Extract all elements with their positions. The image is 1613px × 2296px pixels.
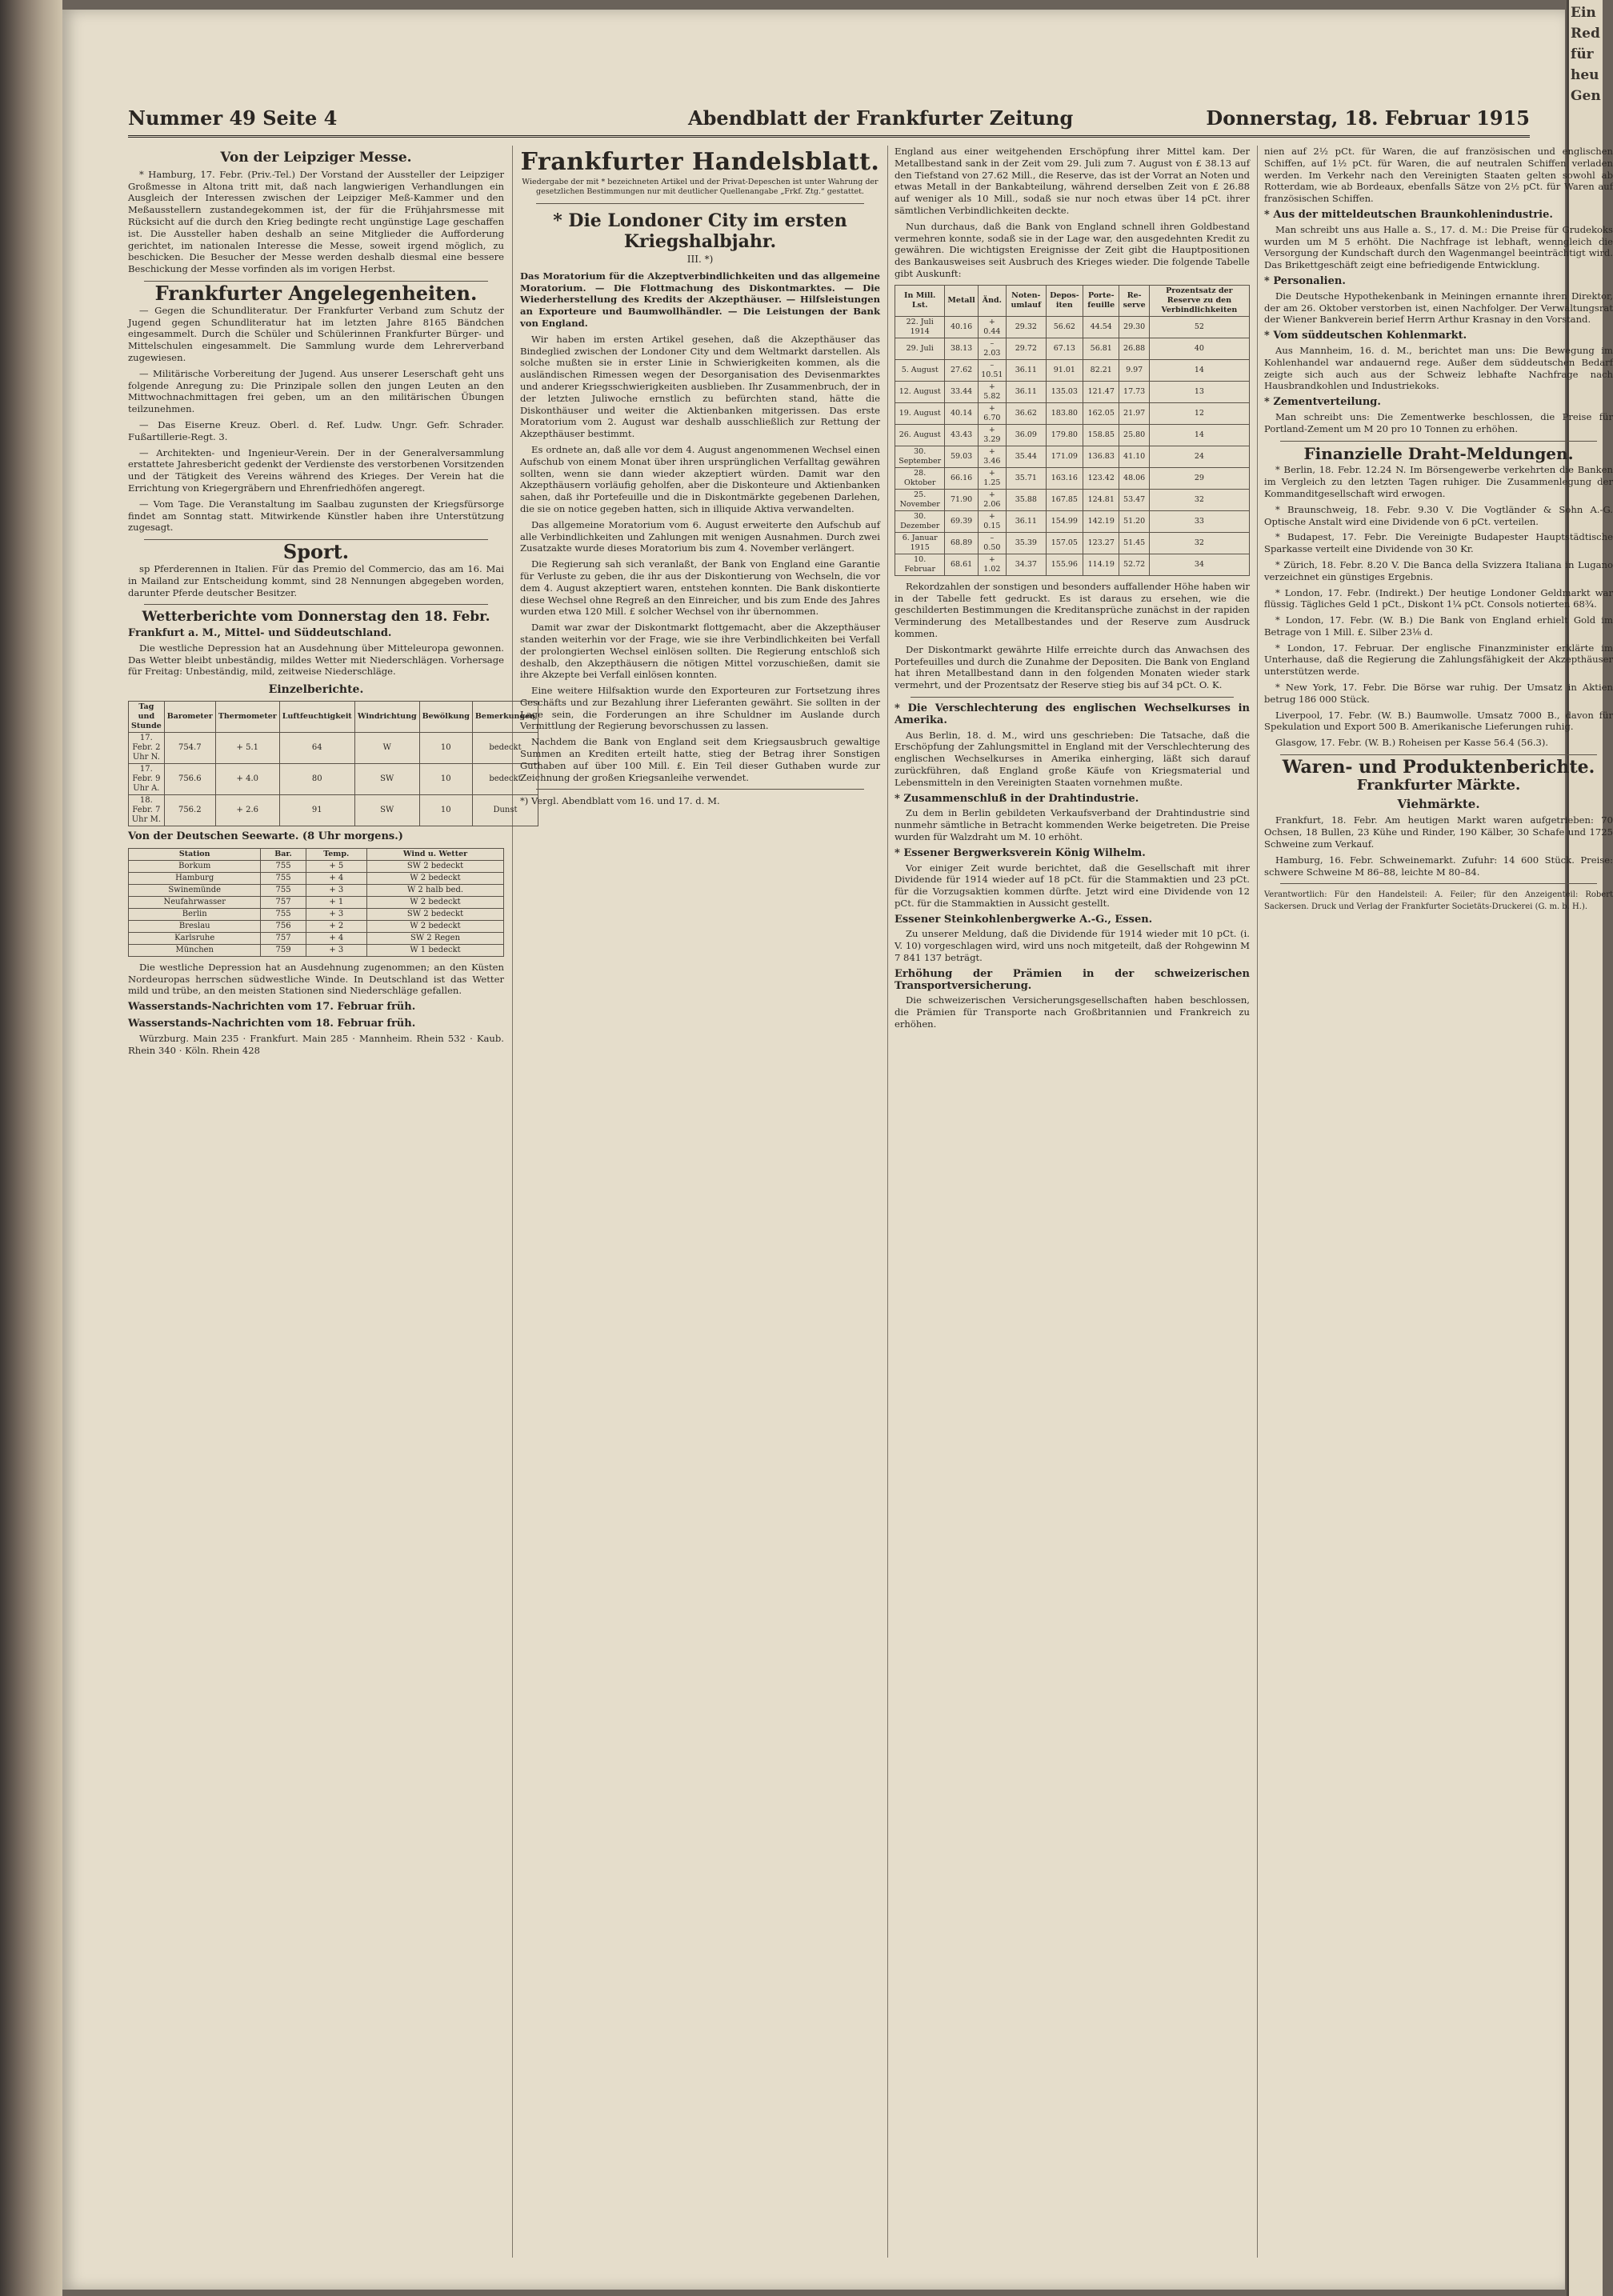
market-report: Hamburg, 16. Febr. Schweinemarkt. Zufuhr: 14 600 Stück. Preise: schwere Schweine M 86–88, leichte M 80–84. bbox=[1264, 854, 1613, 878]
table-cell: 52.72 bbox=[1119, 554, 1149, 575]
frankfurt-heading: Frankfurter Angelegenheiten. bbox=[154, 281, 478, 305]
table-cell: 17.73 bbox=[1119, 381, 1149, 402]
article-paragraph: Das allgemeine Moratorium vom 6. August erweiterte den Aufschub auf alle Verbindlichkeiten und Zahlungen mit wenigen Ausnahmen. Durch zwei Zusatzakte wurde dieses Moratorium bis zum 4. November verlängert. bbox=[520, 518, 880, 554]
table-cell: 28. Oktober bbox=[895, 467, 945, 489]
table-cell: 32 bbox=[1149, 532, 1249, 554]
article-paragraph: Rekordzahlen der sonstigen und besonders auffallender Höhe haben wir in der Tabelle fett gedruckt. Es ist daraus zu ersehen, wie die geschilderten Bestimmungen die Kreditansprüche zunächst in der rapiden Verminderung des Metallbestandes und der Reserve zum Ausdruck kommen. bbox=[895, 580, 1250, 639]
news-item-heading: * Vom süddeutschen Kohlenmarkt. bbox=[1264, 330, 1467, 342]
article-paragraph: Die westliche Depression hat an Ausdehnung über Mitteleuropa gewonnen. Das Wetter bleibt unbeständig, mildes Wetter mit Niederschlägen. Vorhersage für Freitag: Unbeständig, mild, zeitweise Niederschläge. bbox=[128, 642, 504, 678]
table-cell: 10 bbox=[419, 795, 472, 826]
table-cell: 53.47 bbox=[1119, 489, 1149, 510]
column-3 bbox=[895, 146, 1250, 2258]
table-header: Re-serve bbox=[1119, 285, 1149, 316]
table-cell: 32 bbox=[1149, 489, 1249, 510]
table-cell: 36.11 bbox=[1006, 510, 1046, 532]
table-cell: 17. Febr. 2 Uhr N. bbox=[129, 733, 165, 764]
table-cell: 41.10 bbox=[1119, 446, 1149, 467]
table-cell: 56.62 bbox=[1046, 316, 1083, 338]
wasser-heading-2: Wasserstands-Nachrichten vom 18. Februar früh. bbox=[128, 1018, 416, 1030]
table-cell: 29.72 bbox=[1006, 338, 1046, 359]
table-cell: 68.61 bbox=[945, 554, 978, 575]
table-row bbox=[895, 554, 1250, 575]
article-paragraph: * Hamburg, 17. Febr. (Priv.-Tel.) Der Vorstand der Aussteller der Leipziger Großmesse in Altona tritt mit, daß nach langwierigen Verhandlungen ein Ausgleich der Interessen zwischen der Leipziger Meß-Kammer und den Meßausstellern zustandegekommen ist, der für die Frühjahrsmesse mit Rücksicht auf die durch den Krieg bedingte recht ungünstige Lage geschaffen ist. Die Aussteller haben deshalb an seine Mitglieder die Aufforderung gerichtet, im nationalen Interesse die Messe, soweit irgend möglich, zu beschicken. Die Besucher der Messe werden deshalb diesmal eine bessere Beschickung der Messe vorfinden als im vorigen Herbst. bbox=[128, 168, 504, 275]
article-paragraph: Die westliche Depression hat an Ausdehnung zugenommen; an den Küsten Nordeuropas herrschen südwestliche Winde. In Deutschland ist das Wetter mild und trübe, an den meisten Stationen sind Niederschläge gefallen. bbox=[128, 961, 504, 997]
table-cell: SW 2 bedeckt bbox=[367, 908, 504, 920]
table-row bbox=[895, 402, 1250, 424]
table-cell: SW bbox=[354, 795, 419, 826]
table-cell: 35.44 bbox=[1006, 446, 1046, 467]
table-cell: 154.99 bbox=[1046, 510, 1083, 532]
table-header: Bemerkungen bbox=[472, 702, 538, 733]
table-cell: 756.2 bbox=[164, 795, 215, 826]
table-cell: 26. August bbox=[895, 424, 945, 446]
table-header: Metall bbox=[945, 285, 978, 316]
footnote: *) Vergl. Abendblatt vom 16. und 17. d. M. bbox=[520, 795, 720, 807]
table-header: In Mill. Lst. bbox=[895, 285, 945, 316]
table-row bbox=[129, 932, 504, 944]
table-row bbox=[129, 944, 504, 956]
table-cell: 19. August bbox=[895, 402, 945, 424]
article-paragraph: — Militärische Vorbereitung der Jugend. Aus unserer Leserschaft geht uns folgende Anregung zu: Die Prinzipale sollen den jungen Leuten an den Mittwochnachmittagen frei geben, um an den militärischen Übungen teilzunehmen. bbox=[128, 367, 504, 415]
table-cell: 157.05 bbox=[1046, 532, 1083, 554]
table-row bbox=[129, 920, 504, 932]
weather-subheading: Frankfurt a. M., Mittel- und Süddeutschland. bbox=[128, 627, 392, 640]
table-cell: 12. August bbox=[895, 381, 945, 402]
handelsblatt-banner: Frankfurter Handelsblatt. bbox=[520, 148, 880, 176]
table-cell: 163.16 bbox=[1046, 467, 1083, 489]
wire-report: * London, 17. Febr. (W. B.) Die Bank von England erhielt Gold im Betrage von 1 Mill. £. Silber 23⅛ d. bbox=[1264, 614, 1613, 638]
table-row bbox=[895, 489, 1250, 510]
table-cell: 22. Juli 1914 bbox=[895, 316, 945, 338]
table-row bbox=[129, 884, 504, 896]
article-paragraph: Man schreibt uns: Die Zementwerke beschlossen, die Preise für Portland-Zement um M 20 pro 10 Tonnen zu erhöhen. bbox=[1264, 410, 1613, 434]
article-paragraph: — Vom Tage. Die Veranstaltung im Saalbau zugunsten der Kriegsfürsorge findet am Sonntag statt. Mitwirkende Künstler haben ihre Unterstützung zugesagt. bbox=[128, 498, 504, 534]
table-cell: + 3 bbox=[306, 884, 366, 896]
einzel-heading: Einzelberichte. bbox=[268, 683, 364, 697]
table-cell: 29. Juli bbox=[895, 338, 945, 359]
table-cell: 155.96 bbox=[1046, 554, 1083, 575]
table-header: Prozentsatz der Reserve zu den Verbindlichkeiten bbox=[1149, 285, 1249, 316]
table-cell: 10 bbox=[419, 764, 472, 795]
article-paragraph: Der Diskontmarkt gewährte Hilfe erreichte durch das Anwachsen des Portefeuilles und durch die Zunahme der Depositen. Die Bank von England hat ihren Metallbestand dann in den folgenden Monaten wieder stark vermehrt, und der Prozentsatz der Reserve stieg bis auf 34 pCt. O. K. bbox=[895, 643, 1250, 691]
table-cell: + 2.6 bbox=[215, 795, 279, 826]
wire-report: * New York, 17. Febr. Die Börse war ruhig. Der Umsatz in Aktien betrug 186 000 Stück. bbox=[1264, 682, 1613, 705]
table-cell: + 5 bbox=[306, 860, 366, 872]
table-cell: Hamburg bbox=[129, 872, 261, 884]
table-row bbox=[895, 446, 1250, 467]
table-cell: 48.06 bbox=[1119, 467, 1149, 489]
table-row bbox=[129, 908, 504, 920]
wire-report: Liverpool, 17. Febr. (W. B.) Baumwolle. Umsatz 7000 B., davon für Spekulation und Export 500 B. Amerikanische Lieferungen ruhig. bbox=[1264, 709, 1613, 733]
column-rule bbox=[512, 146, 513, 2258]
table-cell: 29.30 bbox=[1119, 316, 1149, 338]
next-page-word: heu bbox=[1571, 67, 1599, 83]
table-cell: 29.32 bbox=[1006, 316, 1046, 338]
table-header: Wind u. Wetter bbox=[367, 848, 504, 860]
table-cell: + 3 bbox=[306, 944, 366, 956]
article-paragraph: Die Regierung sah sich veranlaßt, der Bank von England eine Garantie für Verluste zu geben, die ihr aus der Diskontierung von Wechseln, die vor dem 4. August akzeptiert waren, entstehen konnten. Die Bank diskontierte diese Wechsel ohne Regreß an den Einreicher, und bis zum Ende des Jahres wurden etwa 120 Mill. £ solcher Wechsel von ihr übernommen. bbox=[520, 558, 880, 618]
article-summary: Das Moratorium für die Akzeptverbindlichkeiten und das allgemeine Moratorium. — Die Flottmachung des Diskontmarktes. — Die Wiederherstellung des Kredits der Akzepthäuser. — Hilfsleistungen an Exporteure und Baumwollhändler. — Die Leistungen der Bank von England. bbox=[520, 270, 880, 329]
table-cell: W 2 bedeckt bbox=[367, 920, 504, 932]
table-cell: 183.80 bbox=[1046, 402, 1083, 424]
table-cell: 25.80 bbox=[1119, 424, 1149, 446]
table-cell: 71.90 bbox=[945, 489, 978, 510]
divider bbox=[536, 789, 864, 790]
table-cell: 33 bbox=[1149, 510, 1249, 532]
table-cell: 43.43 bbox=[945, 424, 978, 446]
table-cell: 91.01 bbox=[1046, 359, 1083, 381]
article-paragraph: Nun durchaus, daß die Bank von England schnell ihren Goldbestand vermehren konnte, sodaß sie in der Lage war, den ausgedehnten Kredit zu gewähren. Die wichtigsten Ereignisse der Zeit gibt die Hauptpositionen des Bankausweises seit Ausbruch des Krieges wieder. Die folgende Tabelle gibt Auskunft: bbox=[895, 220, 1250, 279]
reprint-note: Wiedergabe der mit * bezeichneten Artikel und der Privat-Depeschen ist unter Wahrung der gesetzlichen Bestimmungen nur mit deutlicher Quellenangabe „Frkf. Ztg.“ gestattet. bbox=[522, 178, 879, 196]
divider bbox=[536, 203, 864, 204]
article-paragraph: Nachdem die Bank von England seit dem Kriegsausbruch gewaltige Summen an Krediten erteilt hatte, stieg der Betrag ihrer Sonstigen Guthaben auf über 100 Mill. £. Ein Teil dieser Guthaben wurde zur Zeichnung der großen Kriegsanleihe verwendet. bbox=[520, 736, 880, 783]
table-cell: 91 bbox=[279, 795, 354, 826]
newspaper-page bbox=[62, 10, 1613, 2290]
table-row bbox=[129, 795, 538, 826]
vieh-heading: Viehmärkte. bbox=[1397, 796, 1480, 811]
wire-report: * Braunschweig, 18. Febr. 9.30 V. Die Vogtländer & Sohn A.-G. Optische Anstalt wird eine Dividende von 6 pCt. verteilen. bbox=[1264, 503, 1613, 527]
article-paragraph: Würzburg. Main 235 · Frankfurt. Main 285 · Mannheim. Rhein 532 · Kaub. Rhein 340 · Köln. Rhein 428 bbox=[128, 1032, 504, 1056]
table-cell: + 1.02 bbox=[978, 554, 1006, 575]
table-cell: 759 bbox=[261, 944, 306, 956]
article-paragraph: — Gegen die Schundliteratur. Der Frankfurter Verband zum Schutz der Jugend gegen Schundliteratur hat im letzten Jahre 8165 Bändchen eingesammelt. Durch die Schüler und Schülerinnen Frankfurter Bürger- und Mittelschulen eingesammelt. Die Sammlung wurde dem Lehrerverband zugewiesen. bbox=[128, 304, 504, 363]
table-row bbox=[895, 532, 1250, 554]
article-paragraph: sp Pferderennen in Italien. Für das Premio del Commercio, das am 16. Mai in Mailand zur Entscheidung kommt, sind 28 Nennungen abgegeben worden, darunter Pferde deutscher Besitzer. bbox=[128, 562, 504, 598]
column-rule bbox=[1257, 146, 1258, 2258]
table-cell: 35.88 bbox=[1006, 489, 1046, 510]
table-cell: 44.54 bbox=[1083, 316, 1119, 338]
table-cell: W 2 bedeckt bbox=[367, 896, 504, 908]
table-cell: + 2.06 bbox=[978, 489, 1006, 510]
table-cell: 38.13 bbox=[945, 338, 978, 359]
table-cell: 34 bbox=[1149, 554, 1249, 575]
table-cell: München bbox=[129, 944, 261, 956]
table-cell: W bbox=[354, 733, 419, 764]
table-cell: 754.7 bbox=[164, 733, 215, 764]
bank-return-table bbox=[895, 285, 1250, 576]
article-paragraph: — Das Eiserne Kreuz. Oberl. d. Ref. Ludw. Ungr. Gefr. Schrader. Fußartillerie-Regt. 3. bbox=[128, 418, 504, 442]
table-cell: 56.81 bbox=[1083, 338, 1119, 359]
market-report: Frankfurt, 18. Febr. Am heutigen Markt waren aufgetrieben: 70 Ochsen, 18 Bullen, 23 Kühe und Rinder, 190 Kälber, 30 Schafe und 1725 Schweine zum Verkauf. bbox=[1264, 814, 1613, 850]
table-cell: + 1.25 bbox=[978, 467, 1006, 489]
table-cell: 67.13 bbox=[1046, 338, 1083, 359]
divider bbox=[144, 604, 488, 605]
table-cell: 121.47 bbox=[1083, 381, 1119, 402]
table-header: Luftfeuchtigkeit bbox=[279, 702, 354, 733]
table-cell: 36.11 bbox=[1006, 381, 1046, 402]
table-cell: W 1 bedeckt bbox=[367, 944, 504, 956]
table-cell: 40 bbox=[1149, 338, 1249, 359]
table-header-row bbox=[129, 702, 538, 733]
maerkte-heading: Frankfurter Märkte. bbox=[1356, 776, 1521, 794]
table-row bbox=[129, 764, 538, 795]
table-cell: – 0.50 bbox=[978, 532, 1006, 554]
table-cell: 35.71 bbox=[1006, 467, 1046, 489]
table-header: Tag und Stunde bbox=[129, 702, 165, 733]
next-page-word: Ein bbox=[1571, 5, 1596, 21]
table-cell: 756.6 bbox=[164, 764, 215, 795]
table-row bbox=[895, 467, 1250, 489]
table-header: Windrichtung bbox=[354, 702, 419, 733]
table-row bbox=[129, 896, 504, 908]
article-paragraph: Vor einiger Zeit wurde berichtet, daß die Gesellschaft mit ihrer Dividende für 1914 wieder auf 18 pCt. für die Stammaktien und 23 pCt. für die Vorzugsaktien kommen dürfte. Jetzt wird eine Dividende von 12 pCt. für die Stammaktien in Aussicht gestellt. bbox=[895, 862, 1250, 909]
table-cell: 35.39 bbox=[1006, 532, 1046, 554]
table-cell: 755 bbox=[261, 860, 306, 872]
table-cell: – 2.03 bbox=[978, 338, 1006, 359]
news-item-heading: * Personalien. bbox=[1264, 274, 1346, 287]
table-cell: W 2 halb bed. bbox=[367, 884, 504, 896]
table-cell: 18. Febr. 7 Uhr M. bbox=[129, 795, 165, 826]
table-header: Noten-umlauf bbox=[1006, 285, 1046, 316]
divider bbox=[1280, 441, 1597, 442]
table-cell: 30. Dezember bbox=[895, 510, 945, 532]
waren-heading: Waren- und Produktenberichte. bbox=[1282, 757, 1595, 778]
table-cell: 9.97 bbox=[1119, 359, 1149, 381]
column-2 bbox=[520, 146, 880, 2258]
column-1 bbox=[128, 146, 536, 2258]
table-cell: Berlin bbox=[129, 908, 261, 920]
table-cell: 10. Februar bbox=[895, 554, 945, 575]
next-page-word: für bbox=[1571, 46, 1594, 62]
table-row bbox=[129, 733, 538, 764]
table-cell: + 0.15 bbox=[978, 510, 1006, 532]
article-paragraph: Es ordnete an, daß alle vor dem 4. August angenommenen Wechsel einen Aufschub von einem Monat über ihren ursprünglichen Verfalltag gewähren sollten, wenn sie dann wieder akzeptiert würden. Damit war den Akzepthäusern vorläufig geholfen, aber die Diskonteure und Aktienbanken sahen, daß ihr Portefeuille und die in Diskontmärkte gegebenen Darlehen, die sie on notice gegeben hatten, sich in illiquide Aktiva verwandelten. bbox=[520, 443, 880, 514]
table-cell: 757 bbox=[261, 896, 306, 908]
table-cell: SW 2 bedeckt bbox=[367, 860, 504, 872]
table-cell: 755 bbox=[261, 884, 306, 896]
table-row bbox=[895, 316, 1250, 338]
table-cell: 59.03 bbox=[945, 446, 978, 467]
bank-return-rows bbox=[895, 316, 1250, 575]
table-cell: 6. Januar 1915 bbox=[895, 532, 945, 554]
table-cell: 171.09 bbox=[1046, 446, 1083, 467]
table-cell: 14 bbox=[1149, 424, 1249, 446]
table-header: Barometer bbox=[164, 702, 215, 733]
article-paragraph: — Architekten- und Ingenieur-Verein. Der in der Generalversammlung erstattete Jahresbericht gedenkt der Verdienste des verstorbenen Vorsitzenden und der Tätigkeit des Vereins während des Krieges. Der Verein hat die Errichtung von Kriegergräbern und Ehrenfriedhöfen angeregt. bbox=[128, 446, 504, 494]
table-row bbox=[895, 510, 1250, 532]
news-item-heading: Essener Steinkohlenbergwerke A.-G., Essen. bbox=[895, 913, 1153, 926]
news-item-heading: * Zementverteilung. bbox=[1264, 396, 1381, 409]
book-binding bbox=[0, 0, 62, 2296]
wire-report: * London, 17. Februar. Der englische Finanzminister erklärte im Unterhause, daß die Regierung die Zahlungsfähigkeit der Akzepthäuser unterstützen werde. bbox=[1264, 642, 1613, 678]
table-cell: 27.62 bbox=[945, 359, 978, 381]
column-4 bbox=[1264, 146, 1613, 2258]
divider bbox=[1280, 883, 1597, 884]
news-item-heading: Erhöhung der Prämien in der schweizerischen Transportversicherung. bbox=[895, 967, 1250, 992]
table-cell: + 4 bbox=[306, 872, 366, 884]
table-header: Depos-iten bbox=[1046, 285, 1083, 316]
table-cell: 51.20 bbox=[1119, 510, 1149, 532]
article-paragraph: Zu unserer Meldung, daß die Dividende für 1914 wieder mit 10 pCt. (i. V. 10) vorgeschlagen wird, wird uns noch mitgeteilt, daß der Rohgewinn M 7 841 137 beträgt. bbox=[895, 928, 1250, 964]
table-row bbox=[129, 872, 504, 884]
table-cell: 142.19 bbox=[1083, 510, 1119, 532]
table-cell: 80 bbox=[279, 764, 354, 795]
table-cell: 158.85 bbox=[1083, 424, 1119, 446]
table-cell: W 2 bedeckt bbox=[367, 872, 504, 884]
article-part: III. *) bbox=[686, 254, 714, 265]
next-page-word: Gen bbox=[1571, 88, 1601, 104]
sport-heading: Sport. bbox=[282, 540, 350, 564]
table-cell: 13 bbox=[1149, 381, 1249, 402]
table-cell: 64 bbox=[279, 733, 354, 764]
news-item-heading: * Aus der mitteldeutschen Braunkohlenindustrie. bbox=[1264, 208, 1553, 221]
table-cell: + 2 bbox=[306, 920, 366, 932]
einzel-table bbox=[128, 701, 538, 826]
next-page-word: Red bbox=[1571, 26, 1600, 42]
table-cell: 29 bbox=[1149, 467, 1249, 489]
table-header: Temp. bbox=[306, 848, 366, 860]
table-cell: 755 bbox=[261, 908, 306, 920]
table-cell: + 3.29 bbox=[978, 424, 1006, 446]
table-cell: 17. Febr. 9 Uhr A. bbox=[129, 764, 165, 795]
table-cell: – 10.51 bbox=[978, 359, 1006, 381]
article-paragraph: Damit war zwar der Diskontmarkt flottgemacht, aber die Akzepthäuser standen weiterhin vor der Frage, wie sie ihre Verbindlichkeiten bei Verfall der prolongierten Wechsel einlösen sollten. Die Regierung entschloß sich deshalb, den Akzepthäusern die nötigen Mittel vorzuschießen, damit sie ihre Akzepte bei Verfall einlösen konnten. bbox=[520, 622, 880, 681]
table-cell: 36.11 bbox=[1006, 359, 1046, 381]
table-cell: 24 bbox=[1149, 446, 1249, 467]
seewarte-heading: Von der Deutschen Seewarte. (8 Uhr morgens.) bbox=[128, 830, 403, 843]
article-paragraph: Aus Mannheim, 16. d. M., berichtet man uns: Die Bewegung im Kohlenhandel war andauernd rege. Außer dem süddeutschen Bedarf zeigte sich auch aus der Schweiz lebhafte Nachfrage nach Hausbrandkohlen und Industriekoks. bbox=[1264, 344, 1613, 392]
table-cell: 36.62 bbox=[1006, 402, 1046, 424]
table-cell: 21.97 bbox=[1119, 402, 1149, 424]
table-cell: Karlsruhe bbox=[129, 932, 261, 944]
table-cell: 757 bbox=[261, 932, 306, 944]
news-item-heading: * Zusammenschluß in der Drahtindustrie. bbox=[895, 792, 1139, 805]
divider bbox=[911, 697, 1234, 698]
table-cell: 756 bbox=[261, 920, 306, 932]
table-cell: 40.16 bbox=[945, 316, 978, 338]
table-cell: 5. August bbox=[895, 359, 945, 381]
wire-report: * Budapest, 17. Febr. Die Vereinigte Budapester Hauptstädtische Sparkasse verteilt eine Dividende von 30 Kr. bbox=[1264, 531, 1613, 555]
article-paragraph: Die schweizerischen Versicherungsgesellschaften haben beschlossen, die Prämien für Transporte nach Großbritannien und Frankreich zu erhöhen. bbox=[895, 994, 1250, 1030]
table-cell: 135.03 bbox=[1046, 381, 1083, 402]
article-paragraph: Man schreibt uns aus Halle a. S., 17. d. M.: Die Preise für Grudekoks wurden um M 5 erhöht. Die Nachfrage ist lebhaft, wenngleich die Versorgung der Kundschaft durch den Wagenmangel beeinträchtigt wird. Das Brikettgeschäft zeigt eine befriedigende Entwicklung. bbox=[1264, 223, 1613, 271]
table-cell: + 3 bbox=[306, 908, 366, 920]
table-cell: + 4.0 bbox=[215, 764, 279, 795]
table-cell: 26.88 bbox=[1119, 338, 1149, 359]
table-cell: bedeckt bbox=[472, 764, 538, 795]
table-cell: 124.81 bbox=[1083, 489, 1119, 510]
table-header-row bbox=[895, 285, 1250, 316]
page-number: Nummer 49 Seite 4 bbox=[128, 106, 338, 130]
table-header: Bar. bbox=[261, 848, 306, 860]
column-rule bbox=[887, 146, 888, 2258]
article-paragraph: Eine weitere Hilfsaktion wurde den Exporteuren zur Fortsetzung ihres Geschäfts und zur Bezahlung ihrer Lieferanten gewährt. Sie sollten in der Lage sein, die Forderungen an ihre Schuldner im Auslande durch Vermittlung der Regierung bevorschussen zu lassen. bbox=[520, 685, 880, 732]
table-header: Änd. bbox=[978, 285, 1006, 316]
table-cell: Swinemünde bbox=[129, 884, 261, 896]
table-cell: 36.09 bbox=[1006, 424, 1046, 446]
table-cell: Neufahrwasser bbox=[129, 896, 261, 908]
article-paragraph: Zu dem in Berlin gebildeten Verkaufsverband der Drahtindustrie sind nunmehr sämtliche in Betracht kommenden Werke beigetreten. Die Preise wurden für Walzdraht um M. 10 erhöht. bbox=[895, 807, 1250, 842]
city-article-heading: * Die Londoner City im ersten Kriegshalbjahr. bbox=[553, 210, 847, 252]
article-paragraph: Die Deutsche Hypothekenbank in Meiningen ernannte ihren Direktor, der am 26. Oktober verstorben ist, einen Nachfolger. Der Verwaltungsrat der Wiener Bankverein berief Herrn Arthur Krasnay in den Vorstand. bbox=[1264, 290, 1613, 326]
table-row bbox=[895, 381, 1250, 402]
divider bbox=[1280, 754, 1597, 755]
article-paragraph: Wir haben im ersten Artikel gesehen, daß die Akzepthäuser das Bindeglied zwischen der Londoner City und dem Weltmarkt darstellen. Als solche mußten sie in erster Linie in Schwierigkeiten kommen, als die ausländischen Rimessen wegen der Desorganisation des Devisenmarktes und anderer Kriegsschwierigkeiten ausblieben. Ihr Zusammenbruch, der in der letzten Juliwoche ernstlich zu befürchten stand, hätte die Diskonthäuser und weiter die Aktienbanken mitgerissen. Das erste Moratorium vom 2. August war deshalb ausschließlich zur Rettung der Akzepthäuser bestimmt. bbox=[520, 333, 880, 440]
impressum: Verantwortlich: Für den Handelsteil: A. Feiler; für den Anzeigenteil: Robert Sackersen. Druck und Verlag der Frankfurter Societäts-Druckerei (G. m. b. H.). bbox=[1264, 890, 1613, 912]
issue-date: Donnerstag, 18. Februar 1915 bbox=[1206, 106, 1530, 130]
weather-heading: Wetterberichte vom Donnerstag den 18. Febr. bbox=[142, 609, 490, 626]
table-cell: bedeckt bbox=[472, 733, 538, 764]
table-header-row bbox=[129, 848, 504, 860]
table-cell: + 4 bbox=[306, 932, 366, 944]
article-paragraph: Aus Berlin, 18. d. M., wird uns geschrieben: Die Tatsache, daß die Erschöpfung der Zahlungsmittel in England mit der Verschlechterung des englischen Wechselkurses in Amerika einherging, läßt sich darauf zurückführen, daß England große Käufe von Kriegsmaterial und Lebensmitteln in den Vereinigten Staaten vornehmen mußte. bbox=[895, 729, 1250, 788]
table-cell: 12 bbox=[1149, 402, 1249, 424]
table-cell: 167.85 bbox=[1046, 489, 1083, 510]
wasser-heading: Wasserstands-Nachrichten vom 17. Februar früh. bbox=[128, 1001, 416, 1014]
table-cell: 68.89 bbox=[945, 532, 978, 554]
table-cell: SW 2 Regen bbox=[367, 932, 504, 944]
article-paragraph: England aus einer weitgehenden Erschöpfung ihrer Mittel kam. Der Metallbestand sank in der Zeit vom 29. Juli zum 7. August von £ 38.13 auf den Tiefstand von 27.62 Mill., die Reserve, das ist der Vorrat an Noten und etwas Metall in der Bankabteilung, während derselben Zeit von £ 26.88 auf weniger als 10 Mill., sodaß sie nur noch etwas über 14 pCt. ihrer sämtlichen Verbindlichkeiten deckte. bbox=[895, 146, 1250, 216]
table-header: Bewölkung bbox=[419, 702, 472, 733]
messe-heading: Von der Leipziger Messe. bbox=[220, 150, 412, 166]
table-row bbox=[895, 338, 1250, 359]
table-cell: 30. September bbox=[895, 446, 945, 467]
table-row bbox=[895, 359, 1250, 381]
table-cell: 10 bbox=[419, 733, 472, 764]
table-cell: 123.27 bbox=[1083, 532, 1119, 554]
table-cell: 162.05 bbox=[1083, 402, 1119, 424]
table-cell: SW bbox=[354, 764, 419, 795]
table-cell: 66.16 bbox=[945, 467, 978, 489]
table-header: Porte-feuille bbox=[1083, 285, 1119, 316]
news-item-heading: * Die Verschlechterung des englischen Wechselkurses in Amerika. bbox=[895, 702, 1250, 726]
table-cell: 51.45 bbox=[1119, 532, 1149, 554]
table-row bbox=[895, 424, 1250, 446]
table-cell: 34.37 bbox=[1006, 554, 1046, 575]
table-cell: 123.42 bbox=[1083, 467, 1119, 489]
table-header: Station bbox=[129, 848, 261, 860]
table-cell: Borkum bbox=[129, 860, 261, 872]
table-cell: + 5.1 bbox=[215, 733, 279, 764]
wire-report: * Berlin, 18. Febr. 12.24 N. Im Börsengewerbe verkehrten die Banken im Vergleich zu den letzten Tagen ruhiger. Die Zusammenlegung der Kommanditgesellschaft wird erwogen. bbox=[1264, 464, 1613, 499]
table-cell: + 6.70 bbox=[978, 402, 1006, 424]
table-header: Thermometer bbox=[215, 702, 279, 733]
table-cell: 179.80 bbox=[1046, 424, 1083, 446]
table-cell: 25. November bbox=[895, 489, 945, 510]
table-cell: 33.44 bbox=[945, 381, 978, 402]
wire-report: * Zürich, 18. Febr. 8.20 V. Die Banca della Svizzera Italiana in Lugano verzeichnet ein günstiges Ergebnis. bbox=[1264, 558, 1613, 582]
table-cell: Breslau bbox=[129, 920, 261, 932]
table-cell: 114.19 bbox=[1083, 554, 1119, 575]
table-row bbox=[129, 860, 504, 872]
draht-heading: Finanzielle Draht-Meldungen. bbox=[1303, 443, 1574, 463]
article-paragraph: nien auf 2½ pCt. für Waren, die auf französischen und englischen Schiffen, auf 1½ pCt. für Waren, die auf neutralen Schiffen verladen werden. Im Verkehr nach den Vereinigten Staaten gelten sowohl ab Rotterdam, wie ab Bordeaux, ebenfalls Sätze von 2½ pCt. für Waren auf französischen Schiffen. bbox=[1264, 146, 1613, 205]
news-item-heading: * Essener Bergwerksverein König Wilhelm. bbox=[895, 846, 1146, 859]
table-cell: 52 bbox=[1149, 316, 1249, 338]
table-cell: + 1 bbox=[306, 896, 366, 908]
table-cell: 40.14 bbox=[945, 402, 978, 424]
masthead bbox=[128, 102, 1530, 138]
table-cell: 14 bbox=[1149, 359, 1249, 381]
table-cell: 136.83 bbox=[1083, 446, 1119, 467]
newspaper-title: Abendblatt der Frankfurter Zeitung bbox=[688, 106, 1074, 130]
table-cell: + 3.46 bbox=[978, 446, 1006, 467]
table-cell: + 5.82 bbox=[978, 381, 1006, 402]
table-cell: 82.21 bbox=[1083, 359, 1119, 381]
wire-report: Glasgow, 17. Febr. (W. B.) Roheisen per Kasse 56.4 (56.3). bbox=[1275, 737, 1549, 749]
table-cell: + 0.44 bbox=[978, 316, 1006, 338]
wire-report: * London, 17. Febr. (Indirekt.) Der heutige Londoner Geldmarkt war flüssig. Tägliches Geld 1 pCt., Diskont 1¼ pCt. Consols notierten 68¾. bbox=[1264, 586, 1613, 610]
seewarte-table bbox=[128, 848, 504, 957]
table-cell: 755 bbox=[261, 872, 306, 884]
table-cell: 69.39 bbox=[945, 510, 978, 532]
table-cell: Dunst bbox=[472, 795, 538, 826]
